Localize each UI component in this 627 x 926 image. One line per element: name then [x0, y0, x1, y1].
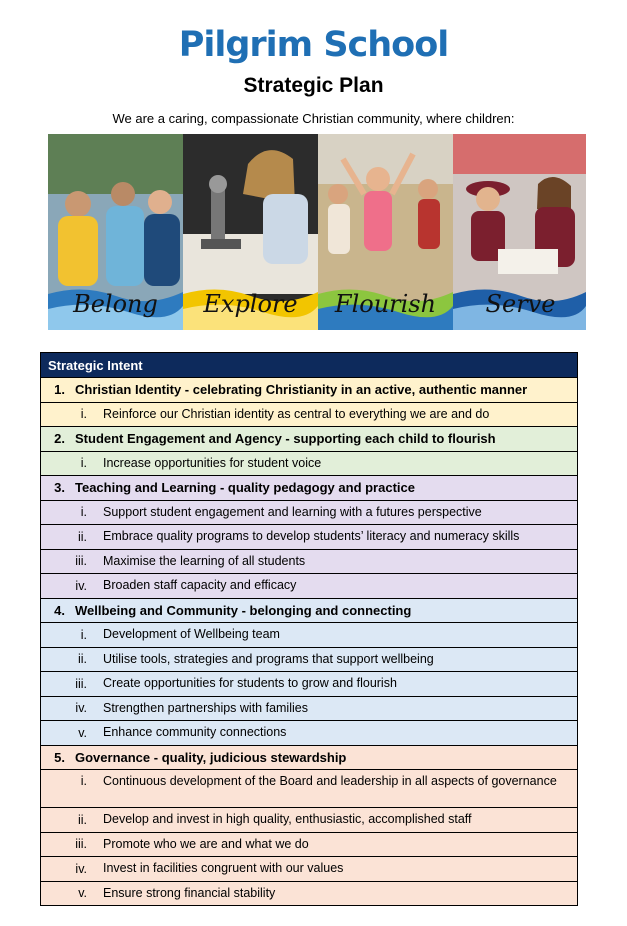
item-number: i. [80, 505, 87, 520]
item-number: iv. [75, 701, 87, 716]
item-number: i. [80, 627, 87, 642]
item-text: Develop and invest in high quality, enthusiastic, accomplished staff [103, 812, 472, 827]
intent-row-wellbeing-community [41, 598, 577, 623]
item-text: Support student engagement and learning with a futures perspective [103, 504, 482, 519]
item-text: Embrace quality programs to develop students’ literacy and numeracy skills [103, 529, 520, 544]
item-number: i. [80, 456, 87, 471]
intent-row-teaching-learning [41, 475, 577, 500]
table-header-label: Strategic Intent [48, 357, 143, 373]
intent-title: Christian Identity - celebrating Christianity in an active, authentic manner [75, 382, 528, 398]
table-row [41, 696, 577, 721]
item-text: Ensure strong financial stability [103, 885, 276, 900]
item-number: i. [80, 407, 87, 422]
serve-label: Serve [485, 290, 556, 318]
flourish-photo-panel [318, 134, 453, 330]
intent-title: Teaching and Learning - quality pedagogy and practice [75, 480, 415, 496]
table-row [41, 832, 577, 857]
item-text: Enhance community connections [103, 725, 287, 740]
table-row [41, 573, 577, 598]
item-text: Maximise the learning of all students [103, 553, 306, 568]
intent-row-student-engagement [41, 426, 577, 451]
intent-title: Wellbeing and Community - belonging and connecting [75, 602, 412, 618]
item-number: iii. [75, 676, 87, 691]
intent-title: Student Engagement and Agency - supporting each child to flourish [75, 431, 496, 447]
table-row [41, 671, 577, 696]
table-row [41, 856, 577, 881]
serve-photo-panel [453, 134, 586, 330]
table-row [41, 622, 577, 647]
item-number: i. [80, 774, 87, 788]
item-text: Broaden staff capacity and efficacy [103, 578, 297, 593]
item-text: Promote who we are and what we do [103, 836, 309, 851]
flourish-label: Flourish [334, 290, 437, 318]
page-title: Strategic Plan [243, 74, 384, 97]
strategic-intent-table [40, 352, 578, 906]
belong-label: Belong [73, 290, 158, 318]
intent-number: 4. [54, 602, 65, 618]
item-text: Utilise tools, strategies and programs that support wellbeing [103, 651, 434, 666]
item-number: iii. [75, 554, 87, 569]
item-text: Development of Wellbeing team [103, 627, 280, 642]
table-row [41, 549, 577, 574]
intent-number: 1. [54, 382, 65, 398]
item-text: Create opportunities for students to grow and flourish [103, 676, 397, 691]
item-number: ii. [77, 652, 87, 667]
belong-explore-flourish-serve-banner [48, 134, 586, 330]
table-row [41, 769, 577, 807]
item-number: ii. [77, 812, 87, 827]
intent-row-governance [41, 745, 577, 770]
table-row [41, 720, 577, 745]
intent-number: 3. [54, 480, 65, 496]
explore-label: Explore [203, 290, 298, 318]
table-header [41, 353, 577, 377]
table-row [41, 451, 577, 476]
item-text: Strengthen partnerships with families [103, 700, 308, 715]
item-number: iv. [75, 861, 87, 876]
item-text: Continuous development of the Board and leadership in all aspects of governance [103, 774, 557, 788]
item-text: Increase opportunities for student voice [103, 455, 322, 470]
item-number: iii. [75, 837, 87, 852]
table-row [41, 807, 577, 832]
intent-row-christian-identity [41, 377, 577, 402]
item-number: v. [78, 725, 87, 740]
table-row [41, 402, 577, 427]
table-row [41, 881, 577, 906]
item-number: v. [78, 886, 87, 901]
table-row [41, 524, 577, 549]
belong-photo-panel [48, 134, 183, 330]
intent-number: 5. [54, 749, 65, 765]
table-row [41, 500, 577, 525]
school-logo-wordmark: Pilgrim School [178, 25, 449, 65]
intent-number: 2. [54, 431, 65, 447]
vision-tagline: We are a caring, compassionate Christian community, where children: [112, 111, 515, 126]
table-row [41, 647, 577, 672]
intent-title: Governance - quality, judicious stewardship [75, 749, 347, 765]
item-number: iv. [75, 578, 87, 593]
item-number: ii. [77, 529, 87, 544]
item-text: Invest in facilities congruent with our values [103, 861, 344, 876]
item-text: Reinforce our Christian identity as central to everything we are and do [103, 406, 490, 421]
explore-photo-panel [183, 134, 318, 330]
